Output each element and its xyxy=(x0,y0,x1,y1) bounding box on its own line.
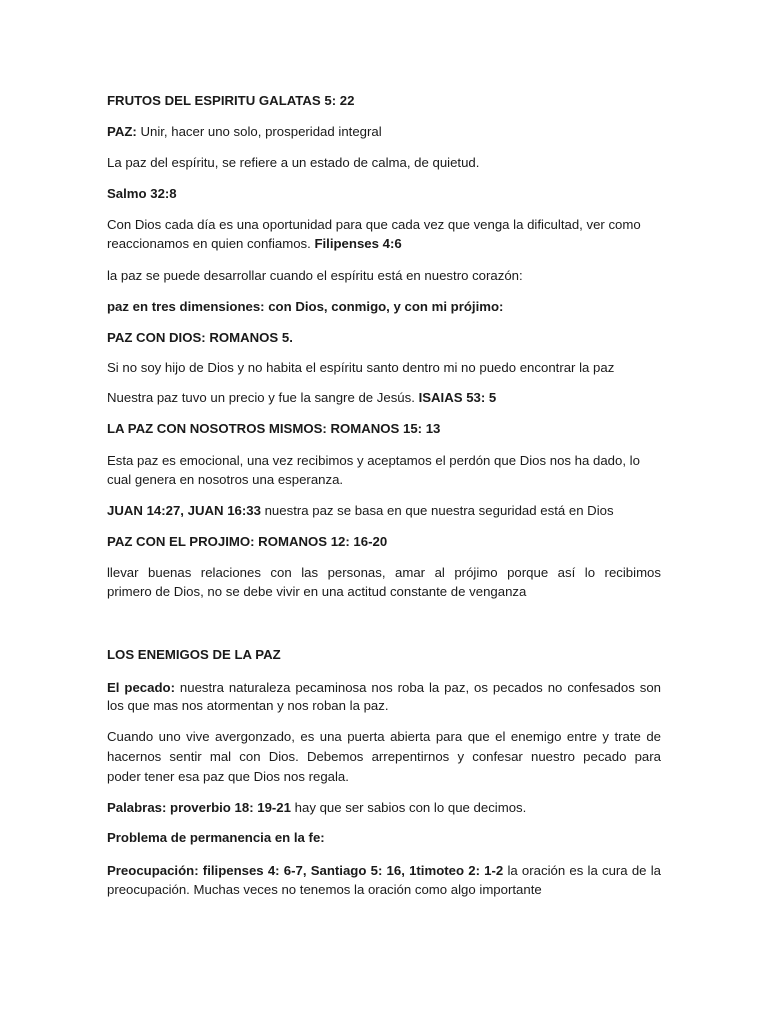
paragraph-line xyxy=(107,679,661,697)
body-text: nuestra paz se basa en que nuestra seguridad está en Dios xyxy=(260,503,614,518)
body-text: Con Dios cada día es una oportunidad para que cada vez que venga la dificultad, ver como xyxy=(107,217,641,232)
paragraph-line xyxy=(107,768,661,786)
bold-text: LOS ENEMIGOS DE LA PAZ xyxy=(107,647,281,662)
paragraph-line xyxy=(107,216,661,234)
body-text: preocupación. Muchas veces no tenemos la oración como algo importante xyxy=(107,882,542,897)
paragraph-line xyxy=(107,389,661,407)
bold-text: Preocupación: filipenses 4: 6-7, Santiago 5: 16, 1timoteo 2: 1-2 xyxy=(107,863,504,878)
bold-text: LA PAZ CON NOSOTROS MISMOS: ROMANOS 15: 13 xyxy=(107,421,441,436)
bold-text: Palabras: proverbio 18: 19-21 xyxy=(107,800,291,815)
bold-text: Problema de permanencia en la fe: xyxy=(107,830,325,845)
bold-text: JUAN 14:27, JUAN 16:33 xyxy=(107,503,261,518)
body-text: llevar buenas relaciones con las personas, amar al prójimo porque así lo recibimos xyxy=(107,565,661,580)
paragraph-line xyxy=(107,502,661,520)
paragraph-line xyxy=(107,471,661,489)
paragraph-line xyxy=(107,533,661,551)
bold-text: Salmo 32:8 xyxy=(107,186,177,201)
bold-text: FRUTOS DEL ESPIRITU GALATAS 5: 22 xyxy=(107,93,355,108)
paragraph-line xyxy=(107,123,661,141)
bold-text: Filipenses 4:6 xyxy=(314,236,402,251)
body-text: hacernos sentir mal con Dios. Debemos arrepentirnos y confesar nuestro pecado para xyxy=(107,749,661,764)
paragraph-line xyxy=(107,564,661,582)
body-text: poder tener esa paz que Dios nos regala. xyxy=(107,769,349,784)
body-text: Cuando uno vive avergonzado, es una puerta abierta para que el enemigo entre y trate de xyxy=(107,729,661,744)
paragraph-line xyxy=(107,420,661,438)
paragraph-line xyxy=(107,329,661,347)
body-text: cual genera en nosotros una esperanza. xyxy=(107,472,344,487)
body-text: Nuestra paz tuvo un precio y fue la sangre de Jesús. xyxy=(107,390,419,405)
paragraph-line xyxy=(107,829,661,847)
paragraph-line xyxy=(107,154,661,172)
body-text: La paz del espíritu, se refiere a un estado de calma, de quietud. xyxy=(107,155,480,170)
body-text: los que mas nos atormentan y nos roban la paz. xyxy=(107,698,389,713)
bold-text: PAZ CON DIOS: ROMANOS 5. xyxy=(107,330,293,345)
bold-text: El pecado: xyxy=(107,680,175,695)
body-text: la oración es la cura de la xyxy=(503,863,661,878)
body-text: nuestra naturaleza pecaminosa nos roba la paz, os pecados no confesados son xyxy=(174,680,661,695)
body-text: Esta paz es emocional, una vez recibimos y aceptamos el perdón que Dios nos ha dado, lo xyxy=(107,453,640,468)
body-text: Si no soy hijo de Dios y no habita el espíritu santo dentro mi no puedo encontrar la paz xyxy=(107,360,615,375)
body-text: la paz se puede desarrollar cuando el espíritu está en nuestro corazón: xyxy=(107,268,523,283)
paragraph-line xyxy=(107,92,661,110)
paragraph-line xyxy=(107,185,661,203)
paragraph-line xyxy=(107,881,661,899)
paragraph-line xyxy=(107,267,661,285)
paragraph-line xyxy=(107,748,661,766)
paragraph-line xyxy=(107,452,661,470)
paragraph-line xyxy=(107,359,661,377)
paragraph-line xyxy=(107,646,661,664)
body-text: reaccionamos en quien confiamos. xyxy=(107,236,315,251)
body-text: Unir, hacer uno solo, prosperidad integral xyxy=(136,124,382,139)
paragraph-line xyxy=(107,235,661,253)
body-text: hay que ser sabios con lo que decimos. xyxy=(290,800,527,815)
paragraph-line xyxy=(107,298,661,316)
bold-text: ISAIAS 53: 5 xyxy=(418,390,497,405)
body-text: primero de Dios, no se debe vivir en una actitud constante de venganza xyxy=(107,584,527,599)
bold-text: PAZ CON EL PROJIMO: ROMANOS 12: 16-20 xyxy=(107,534,388,549)
paragraph-line xyxy=(107,728,661,746)
paragraph-line xyxy=(107,862,661,880)
paragraph-line xyxy=(107,799,661,817)
paragraph-line xyxy=(107,583,661,601)
paragraph-line xyxy=(107,697,661,715)
bold-text: PAZ: xyxy=(107,124,137,139)
bold-text: paz en tres dimensiones: con Dios, conmigo, y con mi prójimo: xyxy=(107,299,504,314)
